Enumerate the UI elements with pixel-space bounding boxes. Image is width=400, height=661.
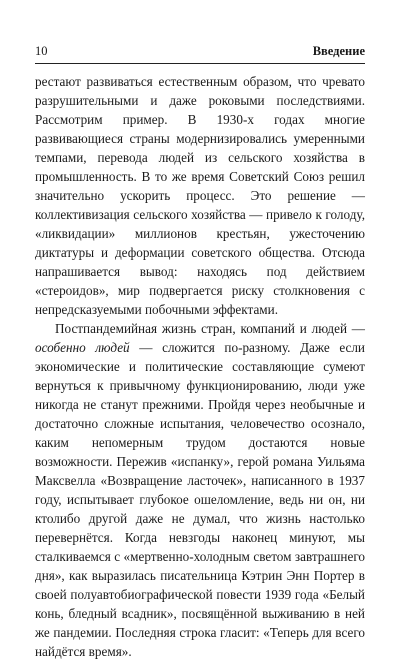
paragraph-2-text-start: Постпандемийная жизнь стран, компаний и людей — bbox=[55, 321, 365, 336]
header-rule bbox=[35, 63, 365, 64]
page-number: 10 bbox=[35, 44, 48, 58]
paragraph-2-emphasis: особенно людей bbox=[35, 340, 130, 355]
paragraph-2-text-end: — сложится по‑разному. Даже если экономические и политические составляющие сумеют вернуться к привычному функционированию, люди уже никогда не станут прежними. Пройдя через необычные и достаточно сложные испытания, человечество осознало, каким непомерным трудом достаются новые возможности. Пережив «испанку», герой романа Уильяма Максвелла «Возвращение ласточек», написанного в 1937 году, испытывает глубокое ошеломление, ведь ни он, ни ктолибо другой даже не думал, что жизнь настолько перевернётся. Когда невзгоды наконец минуют, мы сталкиваемся с «мертвенно‑холодным светом завтрашнего дня», как выразилась писательница Кэтрин Энн Портер в своей полуавтобиографической повести 1939 года «Белый конь, бледный всадник», посвящённой выживанию в ней же пандемии. Последняя строка гласит: «Теперь для всего найдётся время». bbox=[35, 340, 365, 659]
section-title: Введение bbox=[312, 44, 365, 58]
running-header bbox=[35, 44, 365, 60]
paragraph-2 bbox=[35, 319, 365, 661]
body-text bbox=[35, 72, 365, 661]
paragraph-1-text: рестают развиваться естественным образом, что чревато разрушительными и даже роковыми последствиями. Рассмотрим пример. В 1930‑х годах многие развивающиеся страны модернизировались умеренными темпами, перевода людей из сельского хозяйства в промышленность. В то же время Советский Союз решил значительно ускорить процесс. Это решение — коллективизация сельского хозяйства — привело к голоду, «ликвидации» миллионов крестьян, ужесточению диктатуры и деформации советского общества. Отсюда напрашивается вывод: находясь под действием «стероидов», мир подвергается риску столкновения с непредсказуемыми побочными эффектами. bbox=[35, 74, 365, 317]
paragraph-1 bbox=[35, 72, 365, 319]
